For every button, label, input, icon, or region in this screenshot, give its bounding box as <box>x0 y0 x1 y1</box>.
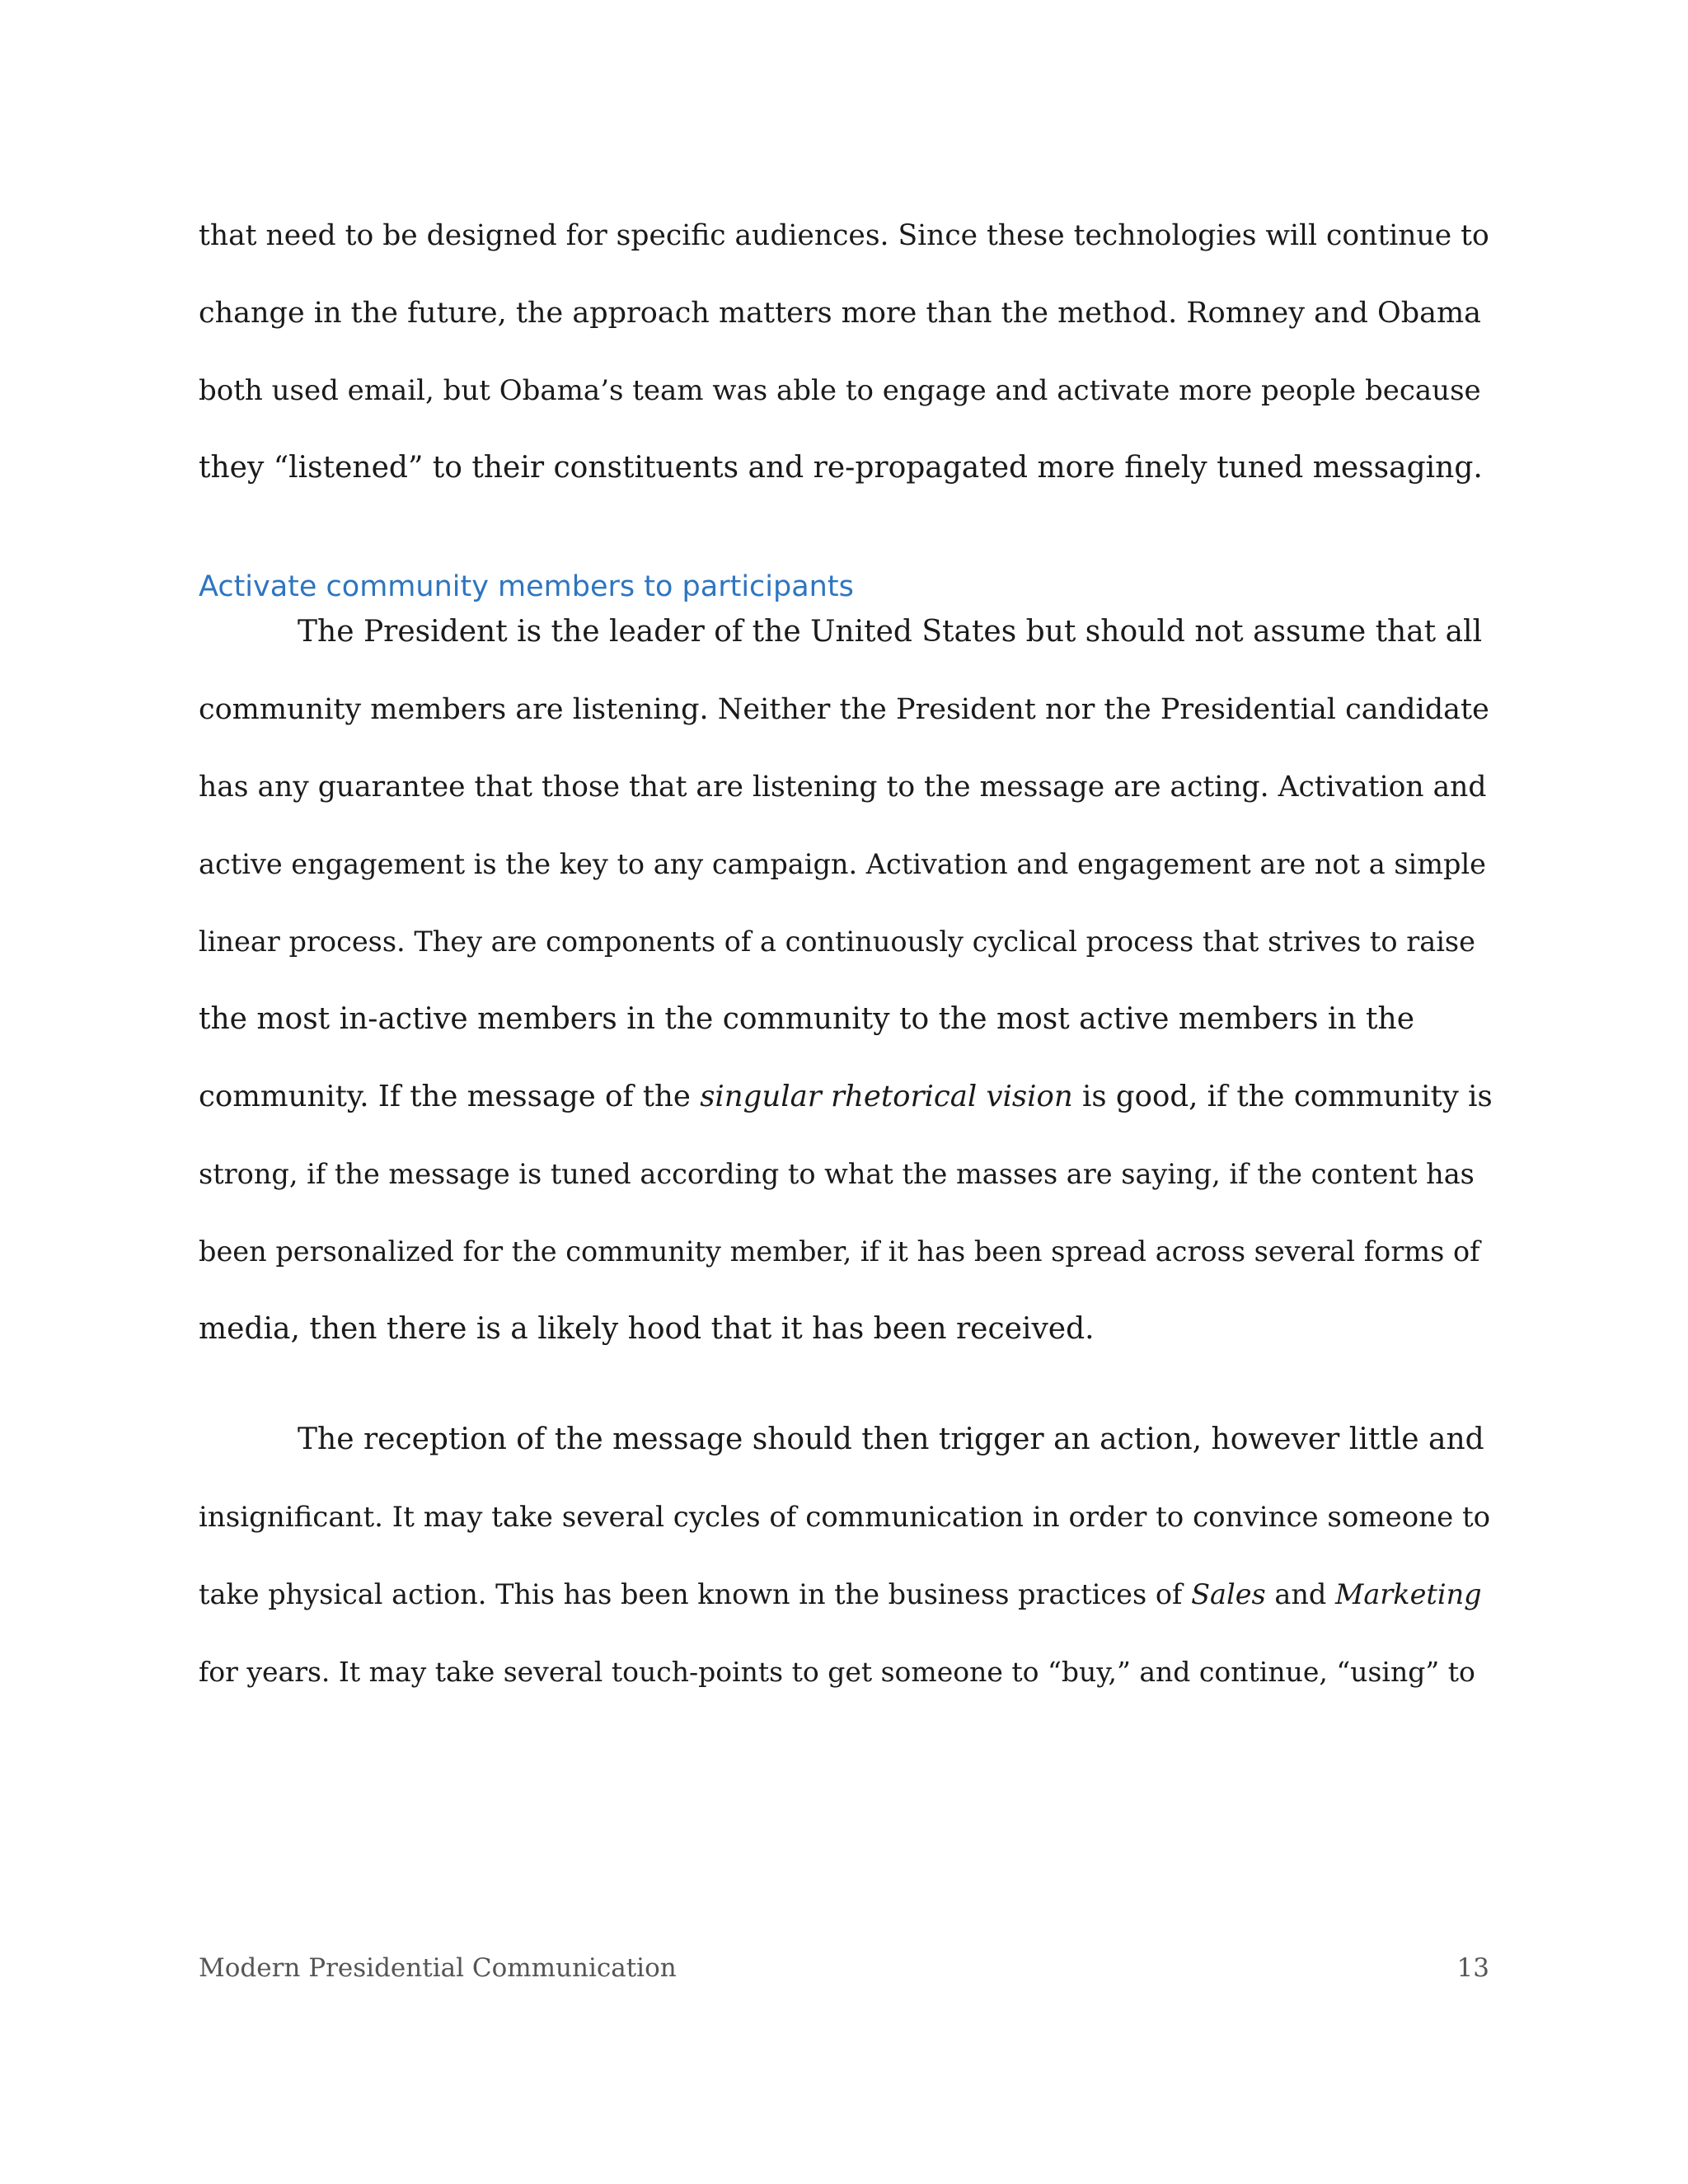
text-run: take physical action. This has been known in the business practices of <box>199 1578 1192 1610</box>
italic-phrase: singular rhetorical vision <box>700 1080 1073 1113</box>
paragraph-line-with-italic <box>199 1577 1482 1613</box>
paragraph-line: both used email, but Obama’s team was able to engage and activate more people because <box>199 374 1481 407</box>
paragraph-line: the most in-active members in the community to the most active members in the <box>199 1002 1415 1036</box>
text-run: is good, if the community is <box>1072 1080 1493 1113</box>
paragraph-line: has any guarantee that those that are listening to the message are acting. Activation and <box>199 771 1487 804</box>
paragraph-line: change in the future, the approach matters more than the method. Romney and Obama <box>199 297 1482 330</box>
paragraph-line: linear process. They are components of a continuously cyclical process that strives to raise <box>199 926 1475 958</box>
paragraph-line: media, then there is a likely hood that it has been received. <box>199 1312 1095 1346</box>
footer-document-title: Modern Presidential Communication <box>199 1953 677 1983</box>
text-run: community. If the message of the <box>199 1080 701 1113</box>
paragraph-line: community members are listening. Neither the President nor the Presidential candidate <box>199 693 1489 726</box>
paragraph-line: that need to be designed for specific audiences. Since these technologies will continue to <box>199 219 1489 252</box>
italic-word: Sales <box>1191 1578 1266 1610</box>
paragraph-line-with-italic <box>199 1079 1493 1115</box>
paragraph-line: insignificant. It may take several cycles of communication in order to convince someone to <box>199 1501 1491 1534</box>
text-run: and <box>1265 1578 1336 1610</box>
paragraph-reception <box>199 1422 1493 1702</box>
paragraph-line: been personalized for the community member, if it has been spread across several forms of <box>199 1235 1480 1268</box>
paragraph-line: for years. It may take several touch-points to get someone to “buy,” and continue, “using” to <box>199 1656 1475 1688</box>
paragraph-line: The President is the leader of the United States but should not assume that all <box>298 615 1483 649</box>
italic-word: Marketing <box>1335 1578 1482 1610</box>
page-number: 13 <box>1456 1953 1489 1983</box>
paragraph-line: strong, if the message is tuned according to what the masses are saying, if the content has <box>199 1158 1475 1190</box>
paragraph-line: The reception of the message should then trigger an action, however little and <box>298 1422 1484 1456</box>
paragraph-continued <box>199 218 1493 498</box>
paragraph-activation <box>199 614 1493 1356</box>
section-heading: Activate community members to participants <box>199 570 854 603</box>
paragraph-line: active engagement is the key to any campaign. Activation and engagement are not a simple <box>199 848 1486 880</box>
paragraph-line: they “listened” to their constituents and re-propagated more finely tuned messaging. <box>199 451 1483 485</box>
